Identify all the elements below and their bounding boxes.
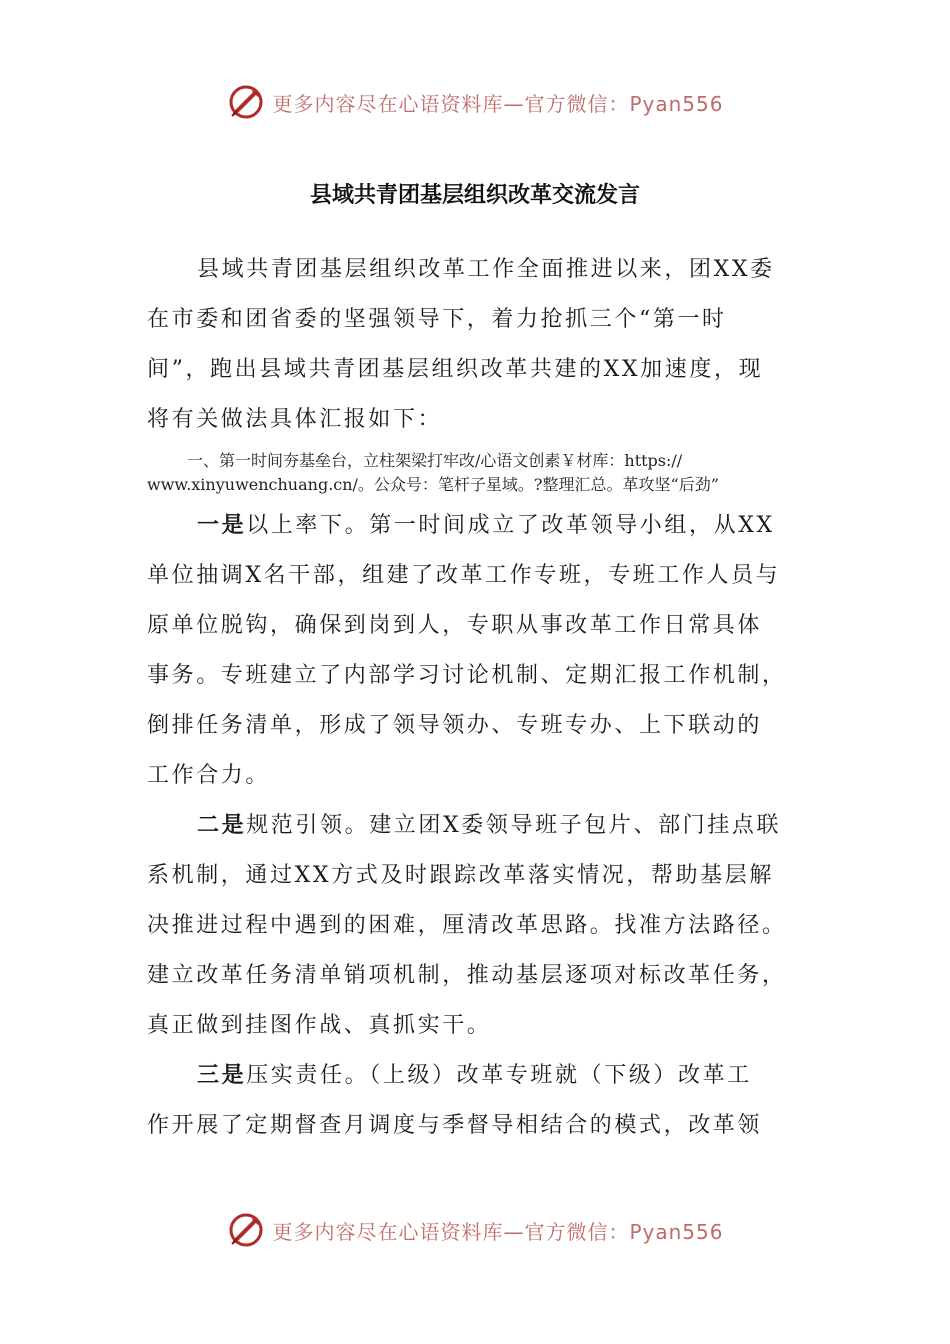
point-text: 以上率下。第一时间成立了改革领导小组，从XX 单位抽调X名干部，组建了改革工作专班，专班工作人员与 原单位脱钩，确保到岗到人，专职从事改革工作日常具体 事务。专班建立了内部学习讨论机制、定期汇报工作机制， 倒排任务清单，形成了领导领办、专班专办、上下联动的 工作合力。 [147, 513, 787, 788]
footer-banner [0, 1208, 950, 1252]
pen-logo-icon [226, 82, 266, 122]
point-text: 规范引领。建立团X委领导班子包片、部门挂点联 系机制，通过XX方式及时跟踪改革落实情况，帮助基层解 决推进过程中遇到的困难，厘清改革思路。找准方法路径。 建立改革任务清单销项机制，推动基层逐项对标改革任务， 真正做到挂图作战、真抓实干。 [147, 813, 787, 1038]
point-lead: 二是 [197, 813, 247, 838]
banner-text: 更多内容尽在心语资料库—官方微信：Pyan556 [272, 1219, 724, 1244]
point-lead: 三是 [197, 1063, 247, 1088]
point-paragraph-1 [147, 501, 812, 801]
header-banner [0, 80, 950, 124]
section-heading-note: 一、第一时间夯基垒台，立柱架梁打牢改/心语文创素￥材库：https:// www.xinyuwenchuang.cn/。公众号：笔杆子星域。?整理汇总。革攻坚“后劲” [147, 451, 719, 494]
banner-text: 更多内容尽在心语资料库—官方微信：Pyan556 [272, 91, 724, 116]
point-paragraph-3 [147, 1051, 812, 1151]
pen-logo-icon [226, 1210, 266, 1250]
document-body [147, 245, 812, 1151]
document-title: 县域共青团基层组织改革交流发言 [309, 183, 640, 208]
intro-paragraph: 县域共青团基层组织改革工作全面推进以来，团XX委 在市委和团省委的坚强领导下，着力抢抓三个“第一时 间”，跑出县域共青团基层组织改革共建的XX加速度，现 将有关做法具体汇报如下： [147, 257, 775, 432]
point-lead: 一是 [197, 513, 247, 538]
point-paragraph-2 [147, 801, 812, 1051]
point-text: 压实责任。（上级）改革专班就（下级）改革工 作开展了定期督查月调度与季督导相结合的模式，改革领 [147, 1063, 763, 1138]
